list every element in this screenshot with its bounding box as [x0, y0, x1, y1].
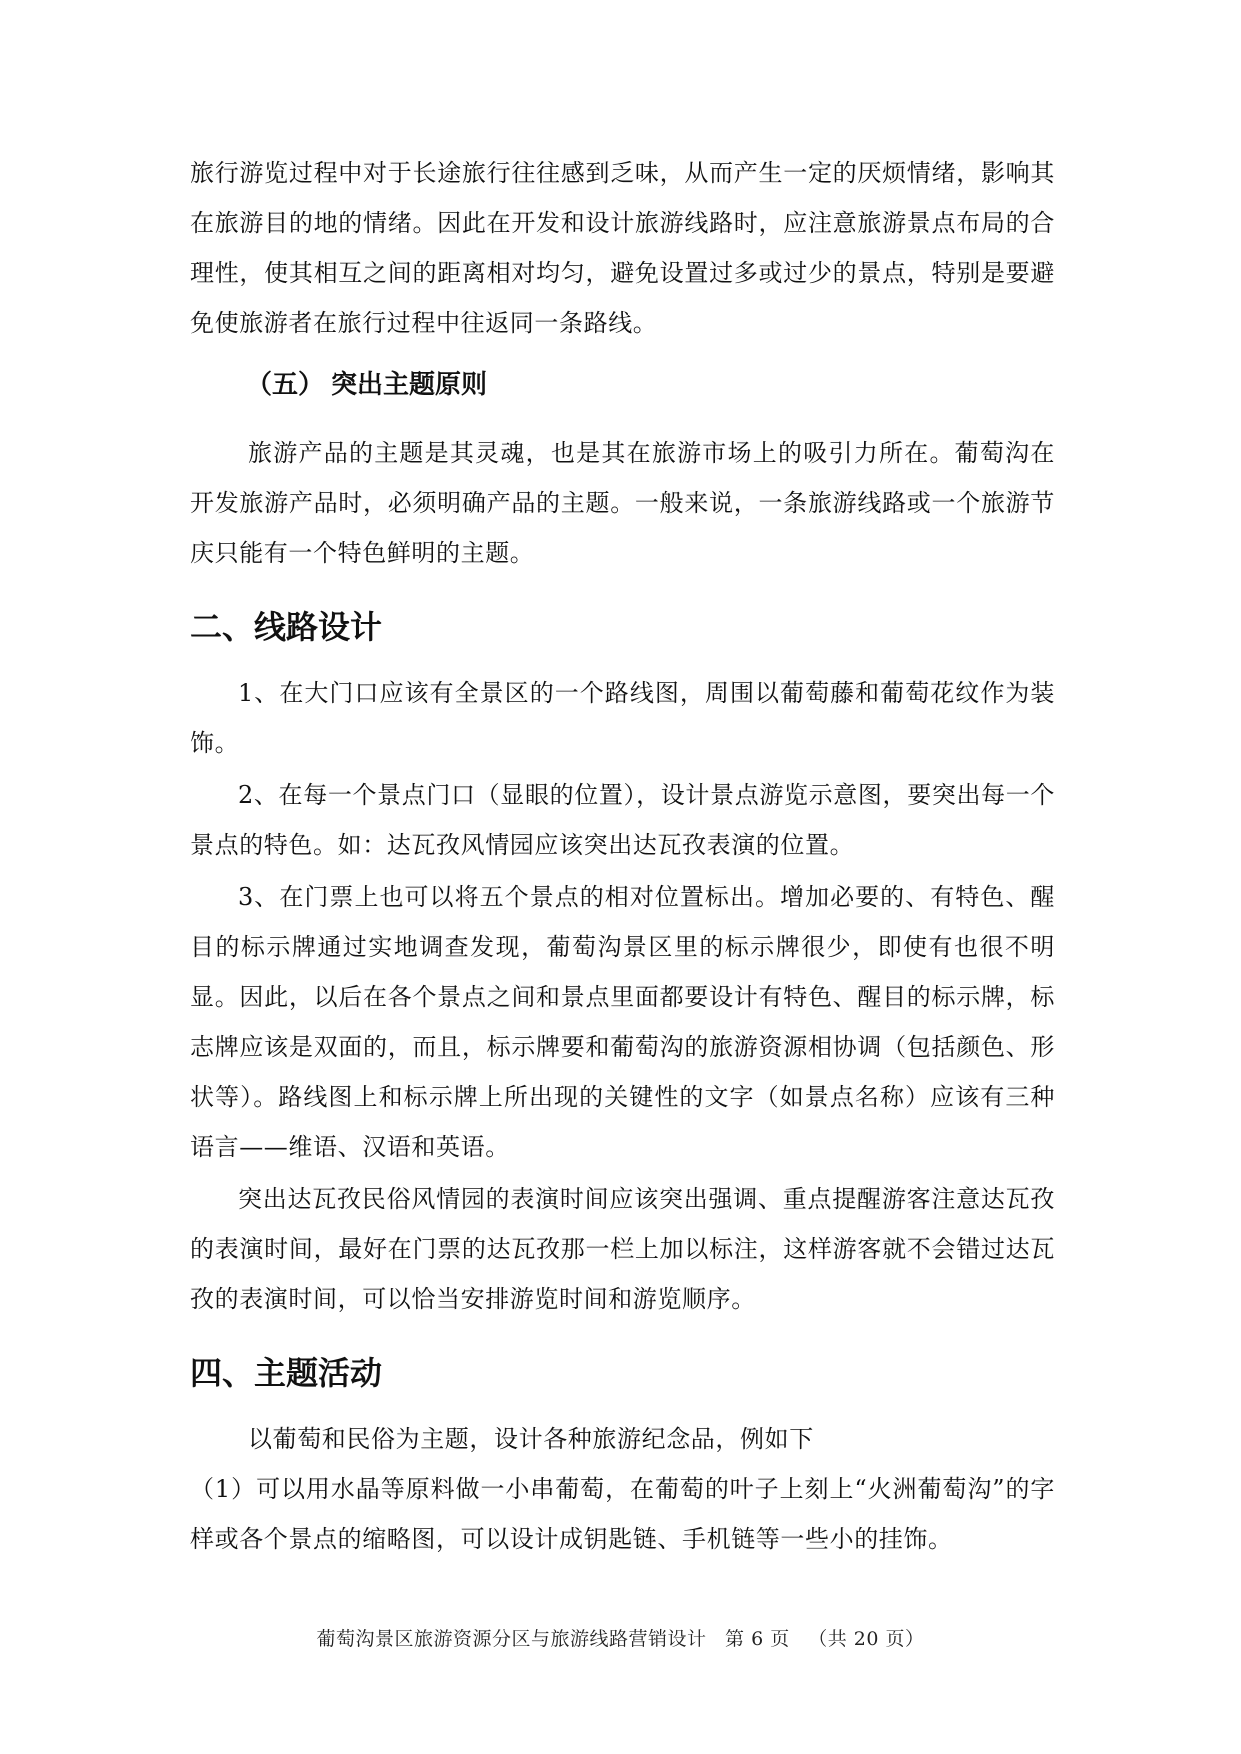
theme-intro: 以葡萄和民俗为主题，设计各种旅游纪念品，例如下: [248, 1425, 814, 1453]
footer-title: 葡萄沟景区旅游资源分区与旅游线路营销设计: [316, 1628, 707, 1650]
page-content: [190, 148, 1055, 1564]
footer-page-number: 第 6 页: [725, 1628, 790, 1650]
route-item-1: 1、在大门口应该有全景区的一个路线图，周围以葡萄藤和葡萄花纹作为装饰。: [190, 679, 1055, 757]
route-item-4: 突出达瓦孜民俗风情园的表演时间应该突出强调、重点提醒游客注意达瓦孜的表演时间，最好在门票的达瓦孜那一栏上加以标注，这样游客就不会错过达瓦孜的表演时间，可以恰当安排游览时间和游览顺序。: [190, 1185, 1055, 1313]
theme-item-1: （1）可以用水晶等原料做一小串葡萄，在葡萄的叶子上刻上“火洲葡萄沟”的字样或各个景点的缩略图，可以设计成钥匙链、手机链等一些小的挂饰。: [190, 1475, 1055, 1553]
heading-theme-activities: 四、主题活动: [190, 1354, 383, 1392]
paragraph-theme-principle: 旅游产品的主题是其灵魂，也是其在旅游市场上的吸引力所在。葡萄沟在开发旅游产品时，必须明确产品的主题。一般来说，一条旅游线路或一个旅游节庆只能有一个特色鲜明的主题。: [190, 439, 1055, 567]
section-number: （五）: [246, 370, 325, 400]
section-heading-five: [190, 360, 1055, 410]
route-item-3: 3、在门票上也可以将五个景点的相对位置标出。增加必要的、有特色、醒目的标示牌通过实地调查发现，葡萄沟景区里的标示牌很少，即使有也很不明显。因此，以后在各个景点之间和景点里面都要设计有特色、醒目的标示牌，标志牌应该是双面的，而且，标示牌要和葡萄沟的旅游资源相协调（包括颜色、形状等）。路线图上和标示牌上所出现的关键性的文字（如景点名称）应该有三种语言——维语、汉语和英语。: [190, 883, 1055, 1161]
route-item-2: 2、在每一个景点门口（显眼的位置），设计景点游览示意图，要突出每一个景点的特色。如：达瓦孜风情园应该突出达瓦孜表演的位置。: [190, 781, 1055, 859]
heading-route-design: 二、线路设计: [190, 608, 383, 646]
footer-page-total: （共 20 页）: [808, 1628, 925, 1650]
paragraph-continuation: 旅行游览过程中对于长途旅行往往感到乏味，从而产生一定的厌烦情绪，影响其在旅游目的地的情绪。因此在开发和设计旅游线路时，应注意旅游景点布局的合理性，使其相互之间的距离相对均匀，避免设置过多或过少的景点，特别是要避免使旅游者在旅行过程中往返同一条路线。: [190, 159, 1055, 337]
section-title: 突出主题原则: [331, 370, 488, 400]
page-footer: [0, 1624, 1241, 1651]
